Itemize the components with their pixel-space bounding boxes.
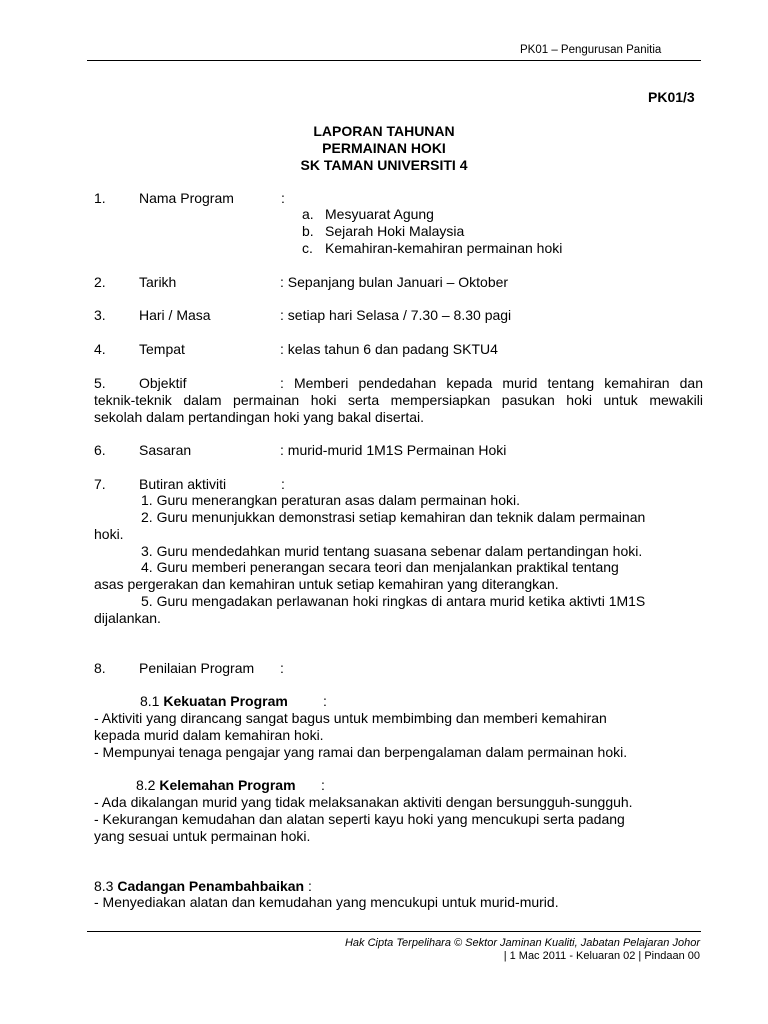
subsection-8-2-title: Kelemahan Program — [159, 777, 296, 793]
form-code: PK01/3 — [648, 89, 695, 105]
subsection-8-1-title: Kekuatan Program — [163, 693, 288, 709]
subsection-8-1-heading — [140, 693, 288, 710]
activity-3: 3. Guru mendedahkan murid tentang suasana sebenar dalam pertandingan hoki. — [141, 543, 643, 559]
title-line-2: PERMAINAN HOKI — [322, 140, 446, 156]
item-2-number: 2. — [94, 274, 106, 290]
doc-reference: PK01 – Pengurusan Panitia — [520, 44, 662, 56]
item-6-label: Sasaran — [139, 442, 192, 458]
item-4-number: 4. — [94, 341, 106, 357]
subsection-8-2-colon: : — [321, 777, 325, 793]
item-4-label: Tempat — [139, 341, 185, 357]
improvement-1: - Menyediakan alatan dan kemudahan yang mencukupi untuk murid-murid. — [94, 894, 559, 910]
subsection-8-2-heading — [136, 777, 296, 794]
title-line-1: LAPORAN TAHUNAN — [313, 123, 455, 139]
weakness-2-line-2: yang sesuai untuk permainan hoki. — [94, 828, 311, 844]
item-2-value: : Sepanjang bulan Januari – Oktober — [280, 274, 509, 290]
item-5-text-line-1: : Memberi pendedahan kepada murid tentang kemahiran dan — [280, 375, 703, 391]
item-3-number: 3. — [94, 307, 106, 323]
subsection-8-1-number: 8.1 — [140, 693, 160, 709]
item-3-label: Hari / Masa — [139, 307, 211, 323]
item-5-number: 5. — [94, 375, 106, 391]
list-marker-b: b. — [302, 223, 314, 239]
activity-4-line-2: asas pergerakan dan kemahiran untuk setiap kemahiran yang diterangkan. — [94, 576, 559, 592]
item-5-label: Objektif — [139, 375, 187, 391]
item-5-text-line-3: sekolah dalam pertandingan hoki yang bakal disertai. — [94, 409, 424, 425]
activity-1: 1. Guru menerangkan peraturan asas dalam permainan hoki. — [141, 492, 520, 508]
strength-2: - Mempunyai tenaga pengajar yang ramai dan berpengalaman dalam permainan hoki. — [94, 744, 628, 760]
item-6-number: 6. — [94, 442, 106, 458]
subsection-8-3-colon: : — [307, 878, 312, 894]
weakness-1: - Ada dikalangan murid yang tidak melaksanakan aktiviti dengan bersungguh-sungguh. — [94, 794, 633, 810]
activity-2-line-1: 2. Guru menunjukkan demonstrasi setiap kemahiran dan teknik dalam permainan — [141, 509, 646, 525]
item-8-number: 8. — [94, 660, 106, 676]
strength-1-line-1: - Aktiviti yang dirancang sangat bagus untuk membimbing dan memberi kemahiran — [94, 710, 607, 726]
activity-5-line-1: 5. Guru mengadakan perlawanan hoki ringkas di antara murid ketika aktivti 1M1S — [141, 593, 646, 609]
footer-rule — [87, 931, 701, 932]
list-marker-a: a. — [302, 206, 314, 222]
item-1-number: 1. — [94, 190, 106, 206]
release-info: | 1 Mac 2011 - Keluaran 02 | Pindaan 00 — [503, 950, 700, 962]
item-2-label: Tarikh — [139, 274, 177, 290]
strength-1-line-2: kepada murid dalam kemahiran hoki. — [94, 727, 324, 743]
item-8-label: Penilaian Program — [139, 660, 255, 676]
subsection-8-2-number: 8.2 — [136, 777, 156, 793]
list-marker-c: c. — [302, 240, 313, 256]
item-4-value: : kelas tahun 6 dan padang SKTU4 — [280, 341, 498, 357]
item-3-value: : setiap hari Selasa / 7.30 – 8.30 pagi — [280, 307, 512, 323]
copyright-notice: Hak Cipta Terpelihara © Sektor Jaminan Kualiti, Jabatan Pelajaran Johor — [344, 937, 700, 949]
item-5-text-line-2: teknik-teknik dalam permainan hoki serta mempersiapkan pasukan hoki untuk mewakili — [94, 392, 703, 408]
item-1-label: Nama Program — [139, 190, 234, 206]
activity-5-line-2: dijalankan. — [94, 610, 161, 626]
item-6-value: : murid-murid 1M1S Permainan Hoki — [280, 442, 507, 458]
item-1-colon: : — [281, 190, 285, 206]
weakness-2-line-1: - Kekurangan kemudahan dan alatan seperti kayu hoki yang mencukupi serta padang — [94, 811, 625, 827]
activity-4-line-1: 4. Guru memberi penerangan secara teori dan menjalankan praktikal tentang — [141, 559, 619, 575]
list-item-a: Mesyuarat Agung — [325, 206, 434, 222]
subsection-8-3-title: Cadangan Penambahbaikan — [117, 878, 305, 894]
activity-2-line-2: hoki. — [94, 526, 124, 542]
header-rule — [87, 60, 701, 61]
item-7-label: Butiran aktiviti — [139, 476, 227, 492]
item-7-colon: : — [281, 476, 285, 492]
list-item-c: Kemahiran-kemahiran permainan hoki — [325, 240, 563, 256]
item-7-number: 7. — [94, 476, 106, 492]
title-line-3: SK TAMAN UNIVERSITI 4 — [300, 157, 468, 173]
item-8-colon: : — [280, 660, 284, 676]
subsection-8-1-colon: : — [323, 693, 327, 709]
subsection-8-3-number: 8.3 — [94, 878, 114, 894]
list-item-b: Sejarah Hoki Malaysia — [325, 223, 465, 239]
subsection-8-3-heading — [94, 878, 312, 895]
